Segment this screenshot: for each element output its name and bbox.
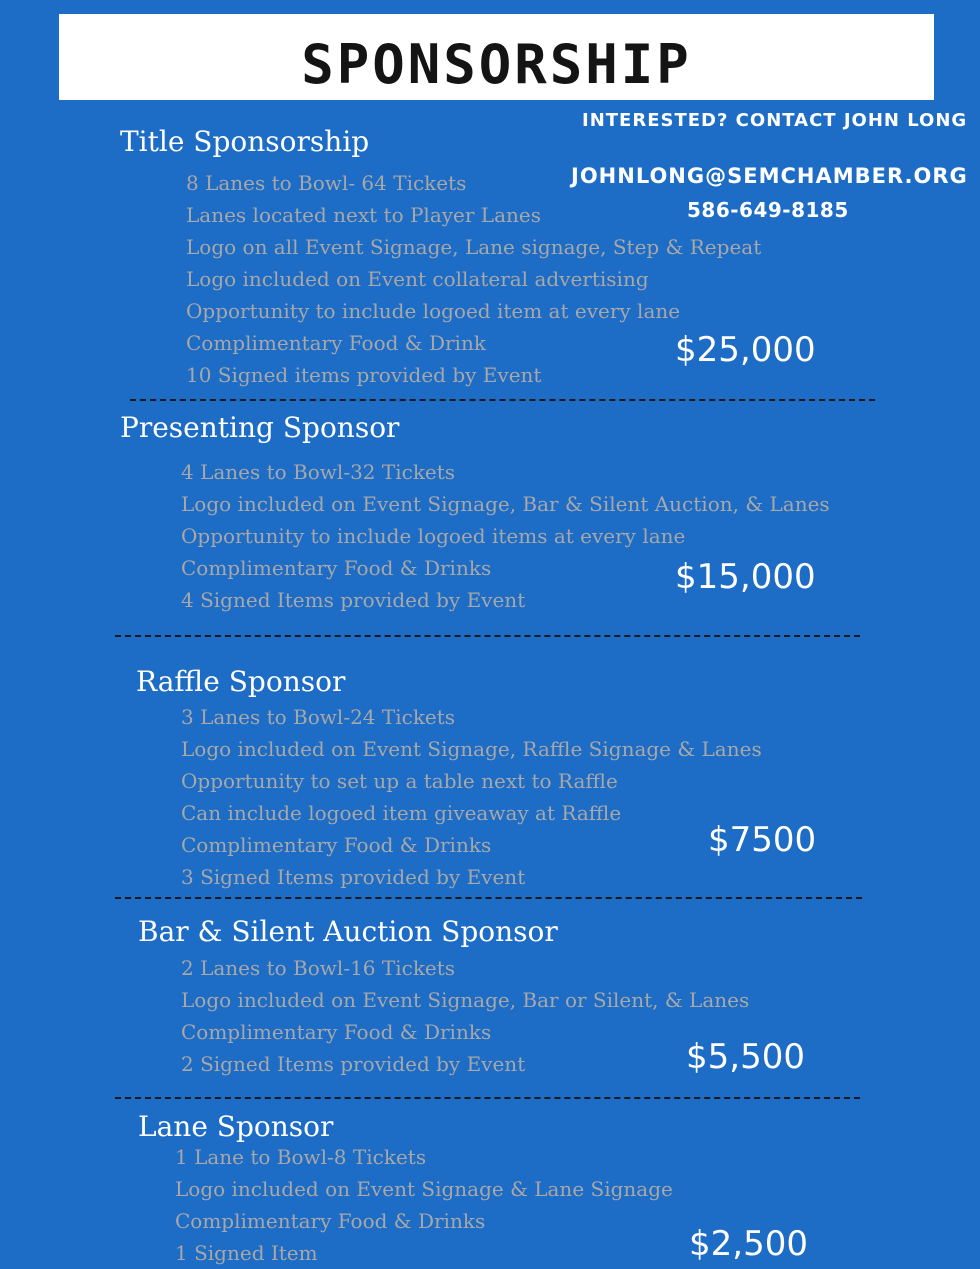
price-lane-sponsor: $2,500 [689,1224,808,1264]
benefit-item: 1 Lane to Bowl-8 Tickets [175,1145,427,1169]
page-title: SPONSORSHIP [301,33,692,96]
benefit-item: 4 Lanes to Bowl-32 Tickets [181,460,456,484]
benefit-list-bar-silent-auction-sponsor [181,952,749,1080]
benefit-item: Opportunity to include logoed item at every lane [186,299,681,323]
section-title-title-sponsorship: Title Sponsorship [120,125,370,158]
benefit-item: Complimentary Food & Drinks [175,1209,486,1233]
benefit-item: Logo included on Event Signage, Bar or Silent, & Lanes [181,988,750,1012]
benefit-item: 4 Signed Items provided by Event [181,588,526,612]
benefit-item: 1 Signed Item [175,1241,318,1265]
benefit-item: Logo included on Event Signage, Raffle Signage & Lanes [181,737,762,761]
benefit-item: Opportunity to include logoed items at every lane [181,524,686,548]
title-banner [59,14,934,100]
price-title-sponsorship: $25,000 [675,330,816,370]
benefit-item: 3 Signed Items provided by Event [181,865,526,889]
section-divider [115,1097,860,1099]
benefit-item: 8 Lanes to Bowl- 64 Tickets [186,171,467,195]
benefit-item: Complimentary Food & Drink [186,331,486,355]
benefit-list-lane-sponsor [175,1141,673,1269]
benefit-item: 2 Lanes to Bowl-16 Tickets [181,956,456,980]
contact-heading: INTERESTED? CONTACT JOHN LONG [582,110,968,131]
section-title-lane-sponsor: Lane Sponsor [138,1110,334,1143]
benefit-item: Lanes located next to Player Lanes [186,203,541,227]
price-presenting-sponsor: $15,000 [675,557,816,597]
benefit-item: 3 Lanes to Bowl-24 Tickets [181,705,456,729]
contact-email: JOHNLONG@SEMCHAMBER.ORG [571,164,968,188]
price-raffle-sponsor: $7500 [708,820,817,860]
benefit-item: 10 Signed items provided by Event [186,363,542,387]
section-title-raffle-sponsor: Raffle Sponsor [136,665,346,698]
benefit-item: Logo on all Event Signage, Lane signage, Step & Repeat [186,235,762,259]
section-title-bar-silent-auction-sponsor: Bar & Silent Auction Sponsor [138,915,558,948]
benefit-item: 2 Signed Items provided by Event [181,1052,526,1076]
price-bar-silent-auction-sponsor: $5,500 [686,1037,805,1077]
benefit-item: Complimentary Food & Drinks [181,556,492,580]
section-divider [115,897,862,899]
benefit-item: Logo included on Event Signage & Lane Signage [175,1177,673,1201]
benefit-list-raffle-sponsor [181,701,762,893]
benefit-item: Complimentary Food & Drinks [181,833,492,857]
benefit-item: Logo included on Event Signage, Bar & Silent Auction, & Lanes [181,492,830,516]
benefit-item: Opportunity to set up a table next to Raffle [181,769,618,793]
section-divider [115,635,860,637]
benefit-item: Can include logoed item giveaway at Raffle [181,801,622,825]
contact-phone: 586-649-8185 [687,198,849,222]
section-divider [130,399,875,401]
benefit-item: Logo included on Event collateral advertising [186,267,649,291]
benefit-item: Complimentary Food & Drinks [181,1020,492,1044]
section-title-presenting-sponsor: Presenting Sponsor [120,411,400,444]
